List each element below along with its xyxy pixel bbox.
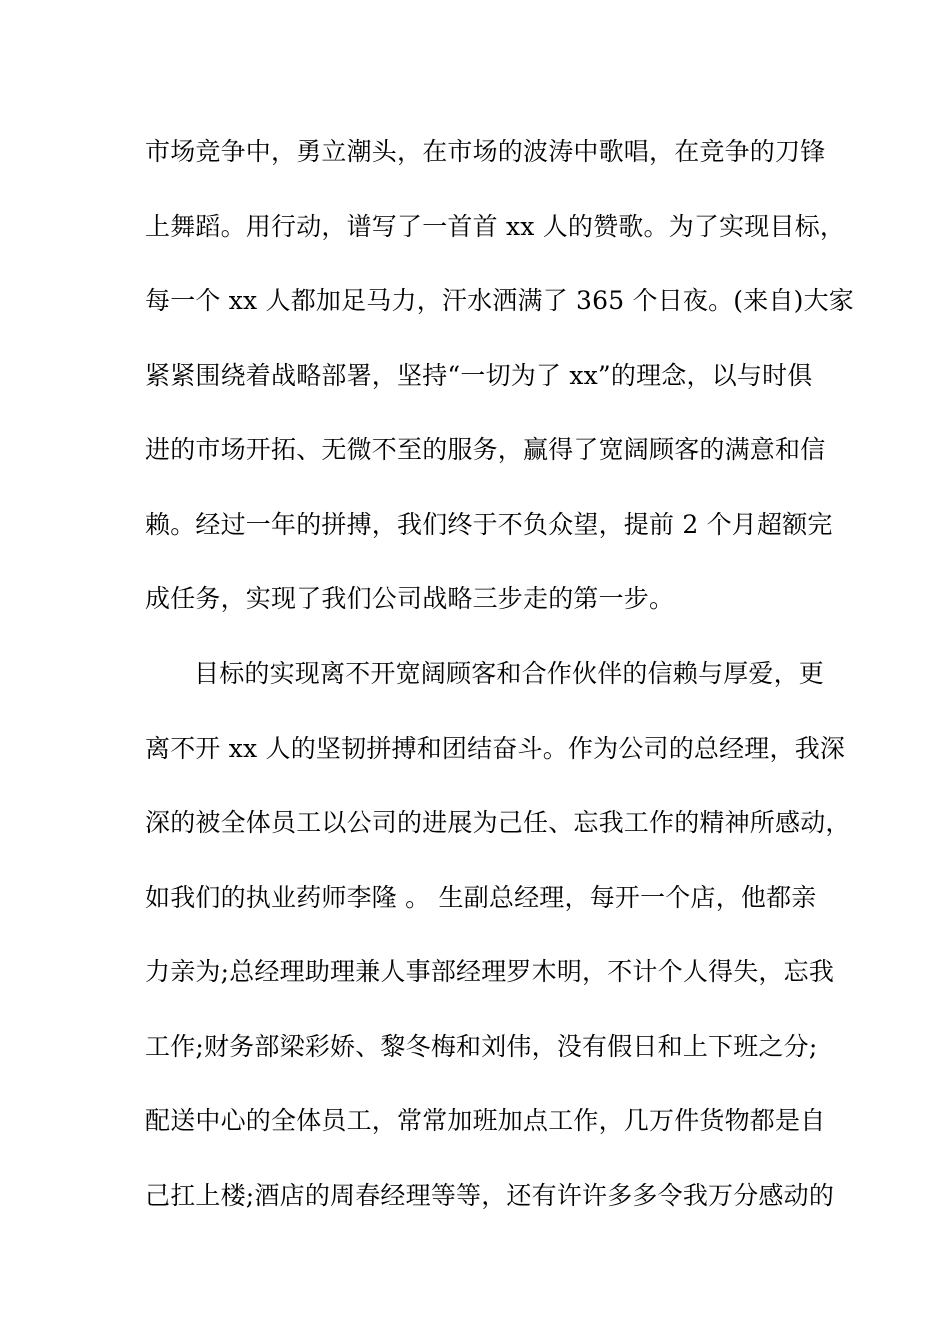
text-line-12: 力亲为;总经理助理兼人事部经理罗木明，不计个人得失，忘我 — [145, 957, 835, 986]
text-line-9: 离不开 xx 人的坚韧拼搏和团结奋斗。作为公司的总经理，我深 — [145, 734, 846, 763]
text-line-13: 工作;财务部梁彩娇、黎冬梅和刘伟，没有假日和上下班之分; — [145, 1032, 818, 1061]
text-line-5: 进的市场开拓、无微不至的服务，赢得了宽阔顾客的满意和信 — [145, 435, 826, 464]
text-line-14: 配送中心的全体员工，常常加班加点工作，几万件货物都是自 — [145, 1106, 826, 1135]
text-line-3: 每一个 xx 人都加足马力，汗水洒满了 365 个日夜。(来自)大家 — [145, 286, 855, 315]
text-line-2: 上舞蹈。用行动，谱写了一首首 xx 人的赞歌。为了实现目标， — [145, 212, 846, 241]
text-line-4: 紧紧围绕着战略部署，坚持“一切为了 xx”的理念，以与时俱 — [145, 361, 813, 390]
text-line-10: 深的被全体员工以公司的进展为己任、忘我工作的精神所感动， — [145, 808, 851, 837]
text-line-15: 己扛上楼;酒店的周春经理等等，还有许许多多令我万分感动的 — [145, 1181, 835, 1210]
text-line-7: 成任务，实现了我们公司战略三步走的第一步。 — [145, 584, 675, 613]
text-line-1: 市场竞争中，勇立潮头，在市场的波涛中歌唱，在竞争的刀锋 — [145, 137, 826, 166]
paragraph-2-first-line: 目标的实现离不开宽阔顾客和合作伙伴的信赖与厚爱，更 — [194, 659, 825, 688]
text-line-11: 如我们的执业药师李隆 。 生副总经理，每开一个店，他都亲 — [145, 883, 817, 912]
text-line-6: 赖。经过一年的拼搏，我们终于不负众望，提前 2 个月超额完 — [145, 510, 833, 539]
